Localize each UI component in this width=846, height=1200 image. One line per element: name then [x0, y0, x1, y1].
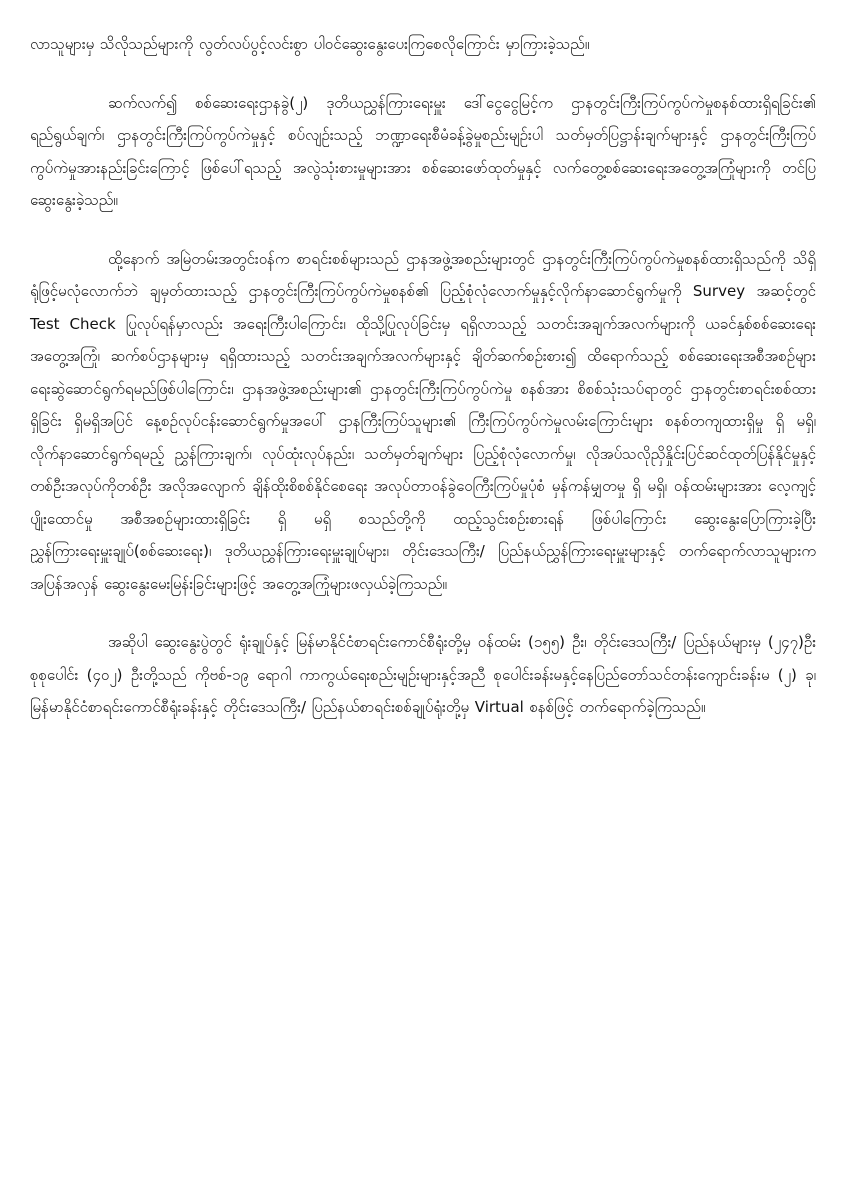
- paragraph-permanent-secretary-remarks: ထို့နောက် အမြဲတမ်းအတွင်းဝန်က စာရင်းစစ်များသည် ဌာနအဖွဲ့အစည်းများတွင် ဌာနတွင်းကြီးကြပ်ကွပ်ကဲမှုစနစ်ထားရှိသည်ကို သိရှိရုံဖြင့်မလုံလောက်ဘဲ ချမှတ်ထားသည့် ဌာနတွင်းကြီးကြပ်ကွပ်ကဲမှုစနစ်၏ ပြည့်စုံလုံလောက်မှုနှင့်လိုက်နာဆောင်ရွက်မှုကို Survey အဆင့်တွင် Test Check ပြုလုပ်ရန်မှာလည်း အရေးကြီးပါကြောင်း၊ ထိုသို့ပြုလုပ်ခြင်းမှ ရရှိလာသည့် သတင်းအချက်အလက်များကို ယခင်နှစ်စစ်ဆေးရေးအတွေ့အကြုံ၊ ဆက်စပ်ဌာနများမှ ရရှိထားသည့် သတင်းအချက်အလက်များနှင့် ချိတ်ဆက်စဉ်းစား၍ ထိရောက်သည့် စစ်ဆေးရေးအစီအစဉ်များ ရေးဆွဲဆောင်ရွက်ရမည်ဖြစ်ပါကြောင်း၊ ဌာနအဖွဲ့အစည်းများ၏ ဌာနတွင်းကြီးကြပ်ကွပ်ကဲမှု စနစ်အား စိစစ်သုံးသပ်ရာတွင် ဌာနတွင်းစာရင်းစစ်ထား ရှိခြင်း ရှိမရှိအပြင် နေ့စဉ်လုပ်ငန်းဆောင်ရွက်မှုအပေါ် ဌာနကြီးကြပ်သူများ၏ ကြီးကြပ်ကွပ်ကဲမှုလမ်းကြောင်းများ စနစ်တကျထားရှိမှု ရှိ မရှိ၊ လိုက်နာဆောင်ရွက်ရမည့် ညွှန်ကြားချက်၊ လုပ်ထုံးလုပ်နည်း၊ သတ်မှတ်ချက်များ ပြည့်စုံလုံလောက်မှု၊ လိုအပ်သလိုညှိနှိုင်းပြင်ဆင်ထုတ်ပြန်နိုင်မှုနှင့် တစ်ဦးအလုပ်ကိုတစ်ဦး အလိုအလျောက် ချိန်ထိုးစိစစ်နိုင်စေရေး အလုပ်တာဝန်ခွဲဝေကြီးကြပ်မှုပုံစံ မှန်ကန်မျှတမှု ရှိ မရှိ၊ ဝန်ထမ်းများအား လေ့ကျင့်ပျိုးထောင်မှု အစီအစဉ်များထားရှိခြင်း ရှိ မရှိ စသည်တို့ကို ထည့်သွင်းစဉ်းစားရန် ဖြစ်ပါကြောင်း ဆွေးနွေးပြောကြားခဲ့ပြီး ညွှန်ကြားရေးမှူးချုပ်(စစ်ဆေးရေး)၊ ဒုတိယညွှန်ကြားရေးမှူးချုပ်များ၊ တိုင်းဒေသကြီး/ ပြည်နယ်ညွှန်ကြားရေးမှူးများနှင့် တက်ရောက်လာသူများက အပြန်အလှန် ဆွေးနွေးမေးမြန်းခြင်းများဖြင့် အတွေ့အကြုံများဖလှယ်ခဲ့ကြသည်။: [30, 249, 816, 593]
- paragraph-continuation: လာသူများမှ သိလိုသည်များကို လွတ်လပ်ပွင့်လင်းစွာ ပါဝင်ဆွေးနွေးပေးကြစေလိုကြောင်း မှာကြားခဲ့သည်။: [30, 35, 590, 53]
- paragraph-deputy-director-presentation: ဆက်လက်၍ စစ်ဆေးရေးဌာနခွဲ(၂) ဒုတိယညွှန်ကြားရေးမှူး ဒေါ်ငွေငွေမြင့်က ဌာနတွင်းကြီးကြပ်ကွပ်ကဲမှုစနစ်ထားရှိရခြင်း၏ ရည်ရွယ်ချက်၊ ဌာနတွင်းကြီးကြပ်ကွပ်ကဲမှုနှင့် စပ်လျဉ်းသည့် ဘဏ္ဍာရေးစီမံခန့်ခွဲမှုစည်းမျဉ်းပါ သတ်မှတ်ပြဋ္ဌာန်းချက်များနှင့် ဌာနတွင်းကြီးကြပ်ကွပ်ကဲမှုအားနည်းခြင်းကြောင့် ဖြစ်ပေါ်ရသည့် အလွဲသုံးစားမှုများအား စစ်ဆေးဖော်ထုတ်မှုနှင့် လက်တွေ့စစ်ဆေးရေးအတွေ့အကြုံများကို တင်ပြဆွေးနွေးခဲ့သည်။: [30, 93, 816, 209]
- paragraph-attendance-summary: အဆိုပါ ဆွေးနွေးပွဲတွင် ရုံးချုပ်နှင့် မြန်မာနိုင်ငံစာရင်းကောင်စီရုံးတို့မှ ဝန်ထမ်း (၁၅၅) ဦး၊ တိုင်းဒေသကြီး/ ပြည်နယ်များမှ (၂၄၇)ဦး စုစုပေါင်း (၄၀၂) ဦးတို့သည် ကိုဗစ်-၁၉ ရောဂါ ကာကွယ်ရေးစည်းမျဉ်းများနှင့်အညီ စုပေါင်းခန်းမနှင့်နေပြည်တော်သင်တန်းကျောင်းခန်းမ (၂) ခု၊ မြန်မာနိုင်ငံစာရင်းကောင်စီရုံးခန်းနှင့် တိုင်းဒေသကြီး/ ပြည်နယ်စာရင်းစစ်ချုပ်ရုံးတို့မှ Virtual စနစ်ဖြင့် တက်ရောက်ခဲ့ကြသည်။: [30, 633, 816, 716]
